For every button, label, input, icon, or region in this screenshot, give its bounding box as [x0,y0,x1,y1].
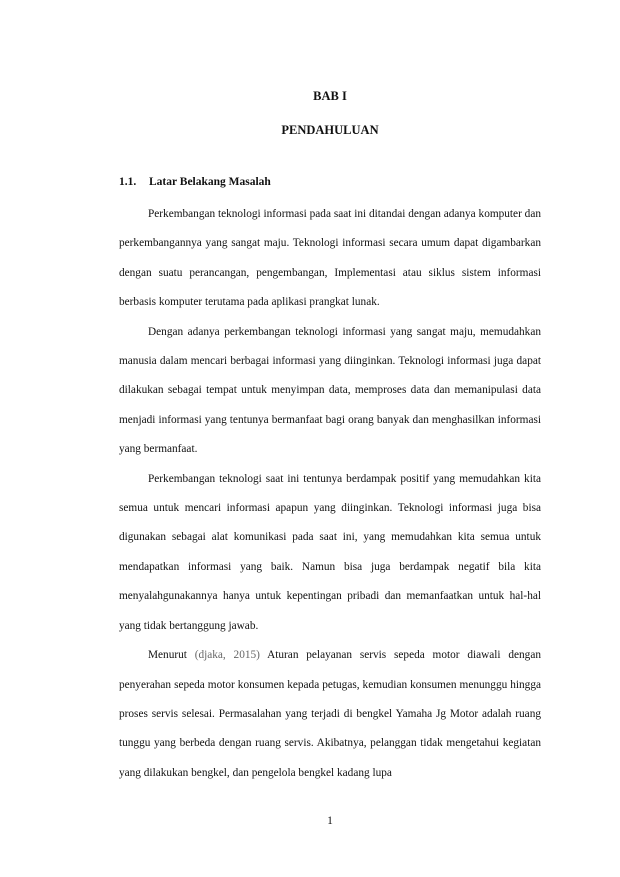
paragraph: Perkembangan teknologi saat ini tentunya berdampak positif yang memudahkan kita semua untuk mencari informasi apapun yang diinginkan. Teknologi informasi juga bisa digunakan sebagai alat komunikasi pada saat ini, yang memudahkan kita semua untuk mendapatkan informasi yang baik. Namun bisa juga berdampak negatif bila kita menyalahgunakannya hanya untuk kepentingan pribadi dan memanfaatkan untuk hal-hal yang tidak bertanggung jawab. [119,472,541,632]
chapter-number: BAB I [313,89,347,103]
paragraph: Perkembangan teknologi informasi pada saat ini ditandai dengan adanya komputer dan perkembangannya yang sangat maju. Teknologi informasi secara umum dapat digambarkan dengan suatu perancangan, pengembangan, Implementasi atau siklus sistem informasi berbasis komputer terutama pada aplikasi prangkat lunak. [119,208,541,309]
section-heading [119,176,271,188]
paragraph-lead: Menurut [148,649,195,662]
chapter-title: PENDAHULUAN [281,123,379,137]
paragraph: Dengan adanya perkembangan teknologi informasi yang sangat maju, memudahkan manusia dalam mencari berbagai informasi yang diinginkan. Teknologi informasi juga dapat dilakukan sebagai tempat untuk menyimpan data, memproses data dan memanipulasi data menjadi informasi yang tentunya bermanfaat bagi orang banyak dan menghasilkan informasi yang bermanfaat. [119,325,541,456]
paragraph-with-citation [119,641,541,788]
citation: (djaka, 2015) [194,649,260,662]
page-number: 1 [327,815,333,827]
body-text [119,200,541,788]
paragraph-text: Aturan pelayanan servis sepeda motor diawali dengan penyerahan sepeda motor konsumen kepada petugas, kemudian konsumen menunggu hingga proses servis selesai. Permasalahan yang terjadi di bengkel Yamaha Jg Motor adalah ruang tunggu yang berbeda dengan ruang servis. Akibatnya, pelanggan tidak mengetahui kegiatan yang dilakukan bengkel, dan pengelola bengkel kadang lupa [119,649,541,779]
section-title: Latar Belakang Masalah [149,176,271,188]
section-number: 1.1. [119,176,137,188]
